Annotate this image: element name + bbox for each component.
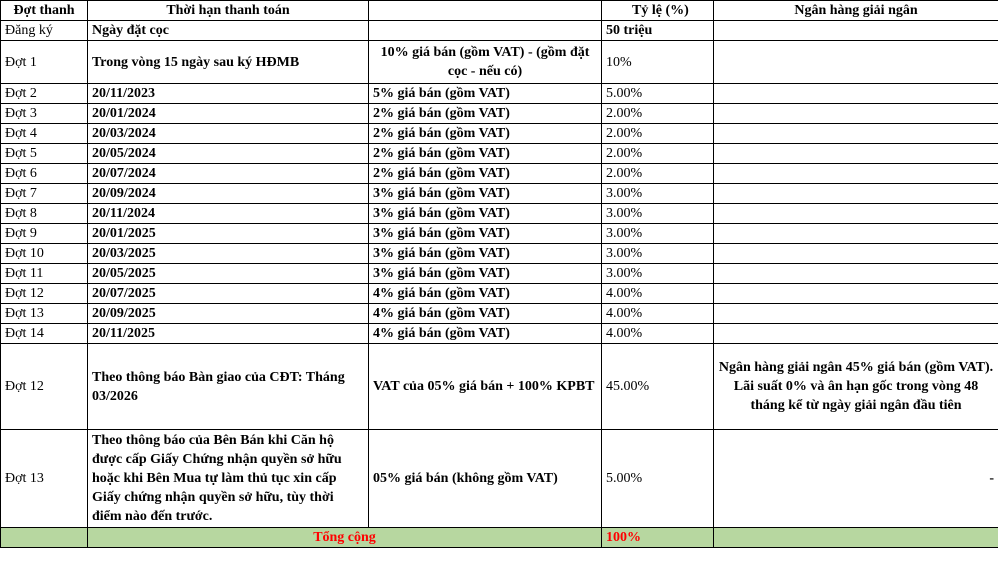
cell-rate[interactable]: 4.00% bbox=[602, 284, 714, 304]
cell-rate[interactable]: 3.00% bbox=[602, 264, 714, 284]
cell-deadline[interactable]: 20/05/2025 bbox=[88, 264, 369, 284]
cell-detail[interactable]: 2% giá bán (gồm VAT) bbox=[369, 124, 602, 144]
table-row bbox=[1, 84, 999, 104]
header-phase[interactable]: Đợt thanh bbox=[1, 1, 88, 21]
table-row bbox=[1, 184, 999, 204]
total-rate[interactable]: 100% bbox=[602, 528, 714, 548]
cell-deadline[interactable]: 20/03/2025 bbox=[88, 244, 369, 264]
cell-bank[interactable] bbox=[714, 244, 999, 264]
cell-detail[interactable]: 3% giá bán (gồm VAT) bbox=[369, 204, 602, 224]
cell-deadline[interactable]: 20/11/2025 bbox=[88, 324, 369, 344]
cell-detail[interactable]: 4% giá bán (gồm VAT) bbox=[369, 284, 602, 304]
header-rate[interactable]: Tỷ lệ (%) bbox=[602, 1, 714, 21]
cell-detail[interactable]: VAT của 05% giá bán + 100% KPBT bbox=[369, 344, 602, 430]
cell-rate[interactable]: 2.00% bbox=[602, 164, 714, 184]
cell-phase[interactable]: Đợt 11 bbox=[1, 264, 88, 284]
cell-bank[interactable] bbox=[714, 144, 999, 164]
cell-rate[interactable]: 2.00% bbox=[602, 124, 714, 144]
cell-detail[interactable]: 2% giá bán (gồm VAT) bbox=[369, 104, 602, 124]
table-row bbox=[1, 324, 999, 344]
cell-detail[interactable]: 3% giá bán (gồm VAT) bbox=[369, 224, 602, 244]
cell-deadline[interactable]: 20/01/2024 bbox=[88, 104, 369, 124]
cell-phase[interactable]: Đợt 10 bbox=[1, 244, 88, 264]
cell-detail[interactable]: 2% giá bán (gồm VAT) bbox=[369, 164, 602, 184]
cell-bank[interactable]: - bbox=[714, 430, 999, 528]
cell-bank[interactable] bbox=[714, 164, 999, 184]
cell-deadline[interactable]: 20/11/2024 bbox=[88, 204, 369, 224]
cell-phase[interactable]: Đợt 12 bbox=[1, 284, 88, 304]
table-row bbox=[1, 124, 999, 144]
total-cell-phase[interactable] bbox=[1, 528, 88, 548]
cell-bank[interactable] bbox=[714, 284, 999, 304]
cell-detail[interactable]: 05% giá bán (không gồm VAT) bbox=[369, 430, 602, 528]
table-row bbox=[1, 21, 999, 41]
cell-phase[interactable]: Đợt 4 bbox=[1, 124, 88, 144]
cell-bank[interactable] bbox=[714, 124, 999, 144]
cell-phase[interactable]: Đợt 2 bbox=[1, 84, 88, 104]
cell-phase[interactable]: Đăng ký bbox=[1, 21, 88, 41]
total-row bbox=[1, 528, 999, 548]
header-detail[interactable] bbox=[369, 1, 602, 21]
cell-detail[interactable]: 3% giá bán (gồm VAT) bbox=[369, 184, 602, 204]
cell-deadline[interactable]: 20/05/2024 bbox=[88, 144, 369, 164]
cell-detail[interactable]: 2% giá bán (gồm VAT) bbox=[369, 144, 602, 164]
cell-deadline[interactable]: 20/01/2025 bbox=[88, 224, 369, 244]
table-row bbox=[1, 41, 999, 84]
cell-rate[interactable]: 4.00% bbox=[602, 324, 714, 344]
cell-detail[interactable]: 4% giá bán (gồm VAT) bbox=[369, 324, 602, 344]
cell-deadline[interactable]: Theo thông báo Bàn giao của CĐT: Tháng 03/2026 bbox=[88, 344, 369, 430]
cell-deadline[interactable]: 20/11/2023 bbox=[88, 84, 369, 104]
cell-deadline[interactable]: 20/07/2025 bbox=[88, 284, 369, 304]
header-row bbox=[1, 1, 999, 21]
cell-detail[interactable]: 4% giá bán (gồm VAT) bbox=[369, 304, 602, 324]
cell-detail[interactable]: 3% giá bán (gồm VAT) bbox=[369, 264, 602, 284]
cell-rate[interactable]: 10% bbox=[602, 41, 714, 84]
table-row bbox=[1, 284, 999, 304]
cell-phase[interactable]: Đợt 13 bbox=[1, 304, 88, 324]
cell-detail[interactable] bbox=[369, 21, 602, 41]
cell-rate[interactable]: 2.00% bbox=[602, 144, 714, 164]
cell-rate[interactable]: 5.00% bbox=[602, 430, 714, 528]
cell-rate[interactable]: 3.00% bbox=[602, 224, 714, 244]
cell-phase[interactable]: Đợt 8 bbox=[1, 204, 88, 224]
cell-deadline[interactable]: Theo thông báo của Bên Bán khi Căn hộ được cấp Giấy Chứng nhận quyền sở hữu hoặc khi Bên Mua tự làm thủ tục xin cấp Giấy chứng nhận quyền sở hữu, tùy thời điểm nào đến trước. bbox=[88, 430, 369, 528]
table-row bbox=[1, 164, 999, 184]
total-label[interactable]: Tổng cộng bbox=[88, 528, 602, 548]
cell-bank[interactable] bbox=[714, 104, 999, 124]
cell-bank[interactable] bbox=[714, 84, 999, 104]
cell-bank[interactable] bbox=[714, 204, 999, 224]
header-bank[interactable]: Ngân hàng giải ngân bbox=[714, 1, 999, 21]
table-row bbox=[1, 104, 999, 124]
cell-phase[interactable]: Đợt 5 bbox=[1, 144, 88, 164]
cell-rate[interactable]: 2.00% bbox=[602, 104, 714, 124]
cell-rate[interactable]: 5.00% bbox=[602, 84, 714, 104]
cell-rate[interactable]: 3.00% bbox=[602, 244, 714, 264]
cell-bank[interactable] bbox=[714, 304, 999, 324]
cell-bank[interactable] bbox=[714, 184, 999, 204]
cell-bank[interactable] bbox=[714, 264, 999, 284]
cell-bank[interactable]: Ngân hàng giải ngân 45% giá bán (gồm VAT). Lãi suất 0% và ân hạn gốc trong vòng 48 tháng kể từ ngày giải ngân đầu tiên bbox=[714, 344, 999, 430]
total-cell-bank[interactable] bbox=[714, 528, 999, 548]
header-deadline[interactable]: Thời hạn thanh toán bbox=[88, 1, 369, 21]
cell-detail[interactable]: 10% giá bán (gồm VAT) - (gồm đặt cọc - nếu có) bbox=[369, 41, 602, 84]
cell-detail[interactable]: 5% giá bán (gồm VAT) bbox=[369, 84, 602, 104]
cell-deadline[interactable]: 20/07/2024 bbox=[88, 164, 369, 184]
cell-rate[interactable]: 45.00% bbox=[602, 344, 714, 430]
cell-deadline[interactable]: 20/09/2024 bbox=[88, 184, 369, 204]
cell-phase[interactable]: Đợt 1 bbox=[1, 41, 88, 84]
table-row bbox=[1, 204, 999, 224]
cell-phase[interactable]: Đợt 9 bbox=[1, 224, 88, 244]
cell-phase[interactable]: Đợt 6 bbox=[1, 164, 88, 184]
cell-phase[interactable]: Đợt 3 bbox=[1, 104, 88, 124]
cell-deadline[interactable]: 20/09/2025 bbox=[88, 304, 369, 324]
cell-deadline[interactable]: 20/03/2024 bbox=[88, 124, 369, 144]
cell-phase[interactable]: Đợt 7 bbox=[1, 184, 88, 204]
table-row bbox=[1, 430, 999, 528]
cell-bank[interactable] bbox=[714, 41, 999, 84]
table-row bbox=[1, 344, 999, 430]
cell-deadline[interactable]: Trong vòng 15 ngày sau ký HĐMB bbox=[88, 41, 369, 84]
cell-bank[interactable] bbox=[714, 224, 999, 244]
cell-bank[interactable] bbox=[714, 324, 999, 344]
cell-rate[interactable]: 50 triệu bbox=[602, 21, 714, 41]
cell-bank[interactable] bbox=[714, 21, 999, 41]
table-row bbox=[1, 224, 999, 244]
table-row bbox=[1, 244, 999, 264]
cell-rate[interactable]: 3.00% bbox=[602, 184, 714, 204]
cell-rate[interactable]: 4.00% bbox=[602, 304, 714, 324]
table-row bbox=[1, 144, 999, 164]
table-row bbox=[1, 264, 999, 284]
cell-detail[interactable]: 3% giá bán (gồm VAT) bbox=[369, 244, 602, 264]
cell-deadline[interactable]: Ngày đặt cọc bbox=[88, 21, 369, 41]
cell-rate[interactable]: 3.00% bbox=[602, 204, 714, 224]
cell-phase[interactable]: Đợt 14 bbox=[1, 324, 88, 344]
cell-phase[interactable]: Đợt 12 bbox=[1, 344, 88, 430]
cell-phase[interactable]: Đợt 13 bbox=[1, 430, 88, 528]
table-row bbox=[1, 304, 999, 324]
